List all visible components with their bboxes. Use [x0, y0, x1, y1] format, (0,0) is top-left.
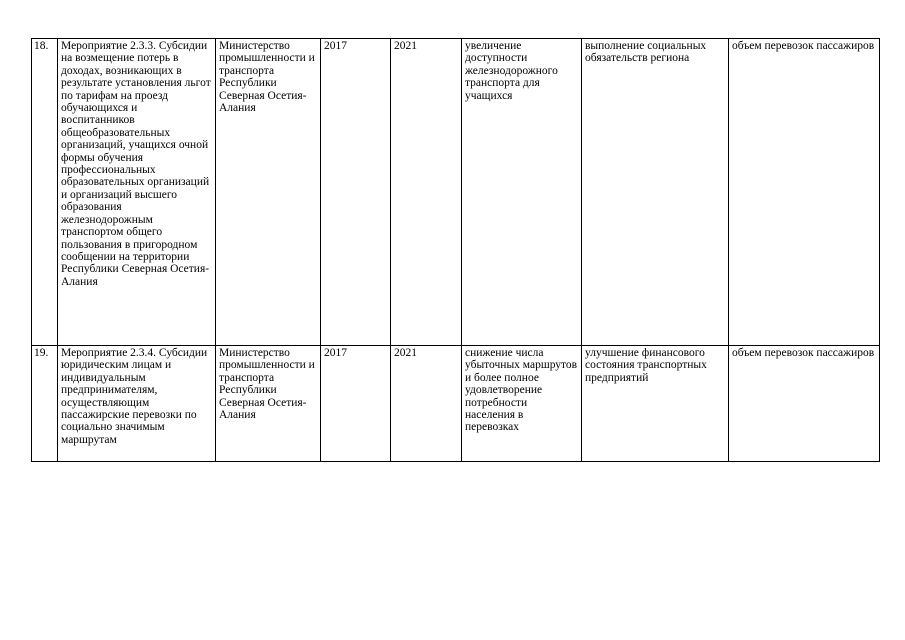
document-page [31, 38, 880, 462]
table-row [32, 39, 880, 346]
effect-cell: улучшение финансового состояния транспортных предприятий [582, 346, 729, 462]
measure-cell: Мероприятие 2.3.4. Субсидии юридическим лицам и индивидуальным предпринимателям, осуществляющим пассажирские перевозки по социально значимым маршрутам [58, 346, 216, 462]
table-row [32, 346, 880, 462]
result-cell: снижение числа убыточных маршрутов и более полное удовлетворение потребности населения в перевозках [462, 346, 582, 462]
end-year-cell: 2021 [391, 39, 462, 346]
start-year-cell: 2017 [321, 39, 391, 346]
measure-cell: Мероприятие 2.3.3. Субсидии на возмещение потерь в доходах, возникающих в результате установления льгот по тарифам на проезд обучающихся и воспитанников общеобразовательных организаций, учащихся очной формы обучения профессиональных образовательных организаций и организаций высшего образования железнодорожным транспортом общего пользования в пригородном сообщении на территории Республики Северная Осетия-Алания [58, 39, 216, 346]
row-number: 18. [32, 39, 58, 346]
result-cell: увеличение доступности железнодорожного транспорта для учащихся [462, 39, 582, 346]
start-year-cell: 2017 [321, 346, 391, 462]
executor-cell: Министерство промышленности и транспорта Республики Северная Осетия-Алания [216, 346, 321, 462]
indicator-cell: объем перевозок пассажиров [729, 39, 880, 346]
end-year-cell: 2021 [391, 346, 462, 462]
row-number: 19. [32, 346, 58, 462]
program-measures-table [31, 38, 880, 462]
executor-cell: Министерство промышленности и транспорта Республики Северная Осетия-Алания [216, 39, 321, 346]
indicator-cell: объем перевозок пассажиров [729, 346, 880, 462]
effect-cell: выполнение социальных обязательств региона [582, 39, 729, 346]
